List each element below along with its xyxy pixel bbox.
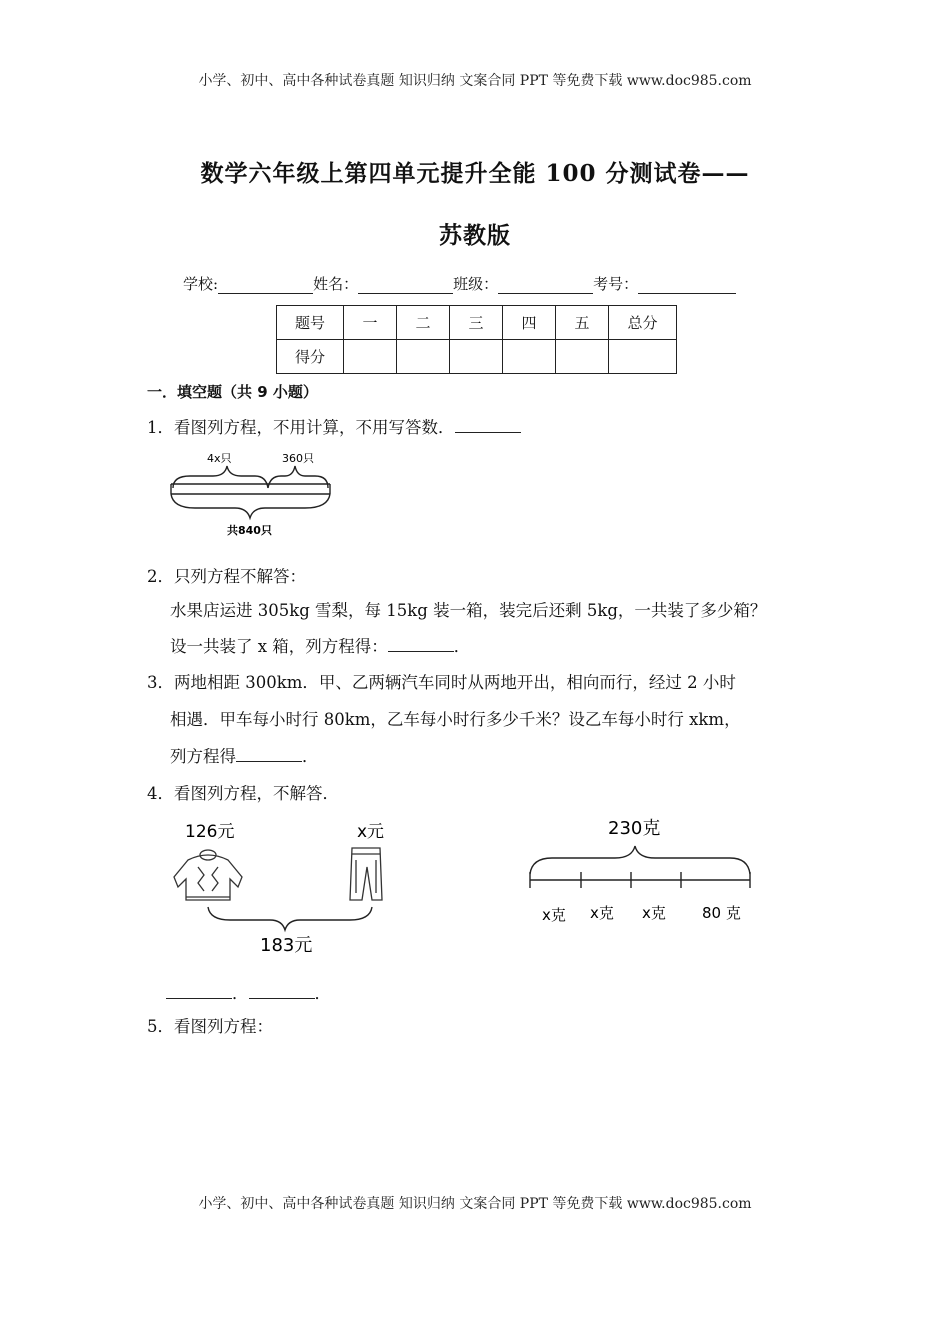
page-footer: 小学、初中、高中各种试卷真题 知识归纳 文案合同 PPT 等免费下载 www.doc985.com — [198, 1196, 752, 1212]
question-2-body: 水果店运进 305kg 雪梨，每 15kg 装一箱，装完后还剩 5kg，一共装了多少箱？ — [170, 601, 767, 620]
student-info-line — [183, 273, 736, 294]
question-5: 5．看图列方程： — [147, 1017, 273, 1036]
q1-left-brace — [173, 466, 268, 488]
q4-fig2-brace — [530, 846, 750, 874]
answer-blank-3[interactable] — [236, 747, 302, 762]
question-2-end: ． — [453, 637, 471, 656]
question-4: 4．看图列方程，不解答． — [147, 784, 339, 803]
question-4-sep: ． — [232, 984, 249, 1003]
q1-label-total: 共840只 — [227, 524, 272, 537]
section-heading: 一．填空题（共 9 小题） — [147, 383, 318, 401]
question-1 — [147, 414, 521, 438]
question-2-answer-line — [170, 633, 470, 657]
score-cell[interactable] — [609, 340, 677, 374]
question-3-prompt: 列方程得 — [170, 747, 236, 766]
score-header-cell: 五 — [556, 306, 609, 340]
q4-segment-label: x克 — [642, 904, 666, 922]
score-cell[interactable] — [503, 340, 556, 374]
question-4-end: ． — [314, 984, 331, 1003]
q1-bottom-brace — [171, 494, 330, 518]
score-header-cell: 二 — [397, 306, 450, 340]
score-table — [276, 305, 677, 374]
q4-segment-label: 80 克 — [702, 904, 741, 922]
question-3-answer-line — [170, 743, 319, 767]
q1-label-4x: 4x只 — [207, 452, 232, 465]
score-table-header-row — [277, 306, 677, 340]
score-header-cell: 三 — [450, 306, 503, 340]
question-3-line1: 3．两地相距 300km．甲、乙两辆汽车同时从两地开出，相向而行，经过 2 小时 — [147, 673, 736, 692]
score-header-cell: 一 — [344, 306, 397, 340]
q1-right-brace — [268, 466, 328, 488]
page-title-line1: 数学六年级上第四单元提升全能 100 分测试卷—— — [200, 160, 750, 187]
q4-segment-label: x克 — [542, 906, 566, 924]
score-header-cell: 总分 — [609, 306, 677, 340]
score-table-score-row — [277, 340, 677, 374]
sweater-icon — [174, 850, 242, 900]
school-label: 学校: — [183, 275, 219, 293]
page-header: 小学、初中、高中各种试卷真题 知识归纳 文案合同 PPT 等免费下载 www.doc985.com — [198, 73, 752, 89]
q4-price-sweater: 126元 — [185, 822, 235, 842]
question-2-prompt: 设一共装了 x 箱，列方程得： — [170, 637, 388, 656]
pants-icon — [350, 848, 382, 900]
q1-label-360: 360只 — [282, 452, 314, 465]
q4-price-pants: x元 — [357, 822, 385, 842]
q4-weight-total: 230克 — [608, 818, 661, 839]
score-cell[interactable] — [450, 340, 503, 374]
question-3-end: ． — [302, 747, 319, 766]
score-cell[interactable] — [344, 340, 397, 374]
name-blank[interactable] — [358, 277, 453, 294]
question-1-text: 1．看图列方程，不用计算，不用写答数． — [147, 418, 455, 437]
score-cell[interactable] — [397, 340, 450, 374]
q1-segment-diagram — [165, 448, 340, 540]
answer-blank-4b[interactable] — [249, 984, 315, 999]
question-2-title: 2．只列方程不解答： — [147, 567, 306, 586]
name-label: 姓名： — [313, 275, 359, 293]
score-row-label: 得分 — [277, 340, 344, 374]
page-title-line2: 苏教版 — [439, 222, 511, 249]
school-blank[interactable] — [218, 277, 313, 294]
score-cell[interactable] — [556, 340, 609, 374]
exam-no-label: 考号： — [593, 275, 639, 293]
exam-no-blank[interactable] — [638, 277, 736, 294]
class-label: 班级： — [453, 275, 499, 293]
question-4-answer-line — [166, 980, 331, 1004]
q4-price-total: 183元 — [260, 935, 313, 956]
question-3-line2: 相遇．甲车每小时行 80km，乙车每小时行多少千米？设乙车每小时行 xkm， — [170, 710, 741, 729]
q4-segment-label: x克 — [590, 904, 614, 922]
answer-blank-4a[interactable] — [166, 984, 232, 999]
q4-figure-segments — [520, 812, 760, 930]
q4-figure-clothes — [160, 815, 400, 960]
class-blank[interactable] — [498, 277, 593, 294]
answer-blank-2[interactable] — [388, 637, 454, 652]
answer-blank-1[interactable] — [455, 418, 521, 433]
score-header-cell: 四 — [503, 306, 556, 340]
score-header-cell: 题号 — [277, 306, 344, 340]
q4-fig1-brace — [208, 907, 372, 930]
